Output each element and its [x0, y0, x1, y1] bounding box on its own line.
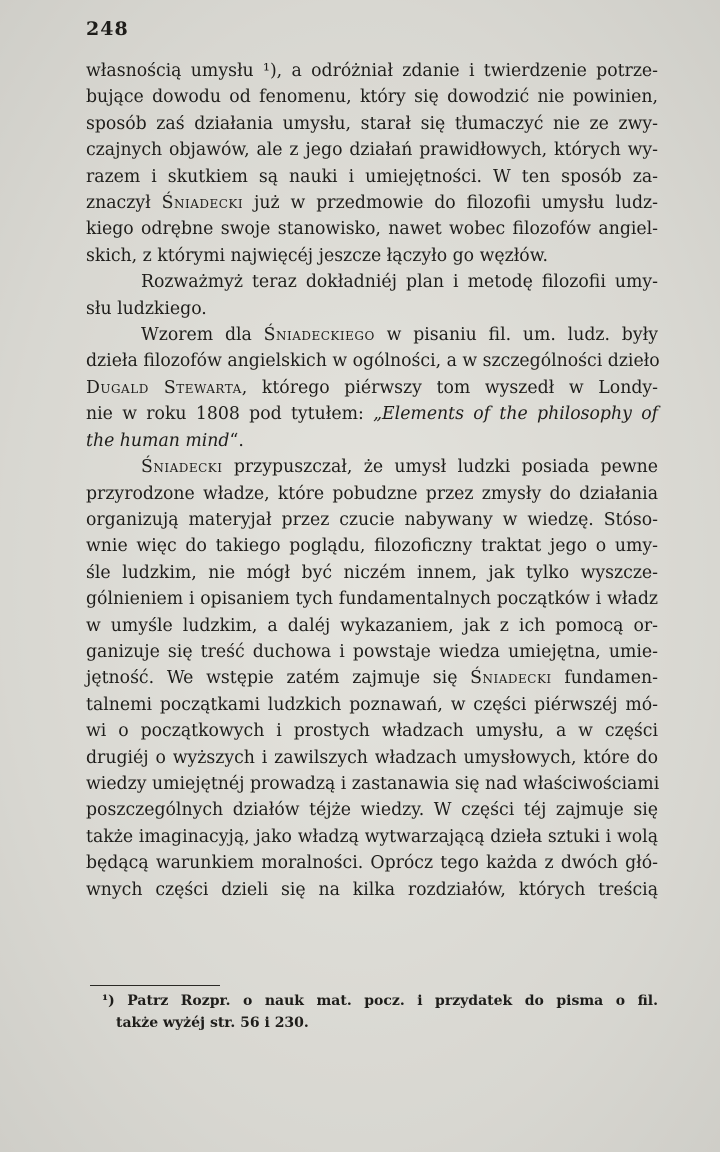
text-line: razem i skutkiem są nauki i umiejętności. W ten sposób za- — [86, 166, 658, 187]
footnote-divider — [90, 985, 220, 986]
text-span: już w przedmowie do filozofii umysłu ludz- — [243, 193, 658, 214]
text-line: wi o początkowych i prostych władzach umysłu, a w części — [86, 721, 658, 742]
author-name: Dugald Stewarta — [86, 377, 242, 398]
footnote-line: także wyżéj str. 56 i 230. — [116, 1015, 309, 1031]
text-line: poszczególnych działów téjże wiedzy. W części téj zajmuje się — [86, 800, 658, 821]
text-line — [86, 401, 658, 427]
text-line: własnością umysłu ¹), a odróżniał zdanie i twierdzenie potrze- — [86, 61, 658, 81]
book-title: the human mind — [86, 430, 230, 451]
paragraph-start — [86, 322, 658, 348]
text-line: dzieła filozofów angielskich w ogólności, a w szczególności dzieło — [86, 351, 660, 372]
text-line: w umyśle ludzkim, a daléj wykazaniem, jak z ich pomocą or- — [86, 615, 658, 636]
text-span: “. — [229, 430, 244, 451]
author-name: Śniadecki — [470, 668, 552, 689]
paragraph-start — [86, 454, 658, 480]
text-line — [86, 190, 658, 216]
text-span: fundamen- — [551, 668, 658, 689]
text-line: słu ludzkiego. — [86, 298, 207, 319]
footnote — [102, 990, 658, 1034]
footnote-line: ¹) Patrz Rozpr. o nauk mat. pocz. i przydatek do pisma o fil. — [102, 993, 658, 1009]
text-line: sposób zaś działania umysłu, starał się tłumaczyć nie ze zwy- — [86, 113, 658, 134]
text-span: , którego piérwszy tom wyszedł w Londy- — [241, 377, 658, 398]
text-line: gólnieniem i opisaniem tych fundamentalnych początków i władz — [86, 589, 658, 610]
text-line: organizują materyjał przez czucie nabywany w wiedzę. Stóso- — [86, 509, 658, 530]
author-name: Śniadecki — [141, 457, 223, 478]
book-title: „Elements of the philosophy of — [373, 404, 658, 425]
text-line: wiedzy umiejętnéj prowadzą i zastanawia się nad właściwościami — [86, 773, 660, 794]
text-line: także imaginacyją, jako władzą wytwarzającą dzieła sztuki i wolą — [86, 826, 658, 847]
text-span: w pisaniu fil. um. ludz. były — [374, 325, 658, 346]
text-line: wnie więc do takiego poglądu, filozoficzny traktat jego o umy- — [86, 536, 658, 557]
text-line: przyrodzone władze, które pobudzne przez zmysły do działania — [86, 483, 658, 504]
text-line: wnych części dzieli się na kilka rozdziałów, których treścią — [86, 879, 658, 900]
text-span: jętność. We wstępie zatém zajmuje się — [86, 668, 471, 689]
text-line: skich, z którymi najwięcéj jeszcze łączyło go węzłów. — [86, 245, 548, 266]
author-name: Śniadecki — [161, 193, 244, 214]
text-line — [86, 665, 658, 691]
text-line: drugiéj o wyższych i zawilszych władzach umysłowych, które do — [86, 747, 658, 768]
text-line: będącą warunkiem moralności. Oprócz tego każda z dwóch głó- — [86, 853, 658, 874]
text-line: czajnych objawów, ale z jego działań prawidłowych, których wy- — [86, 140, 658, 161]
text-span: znaczył — [86, 193, 162, 214]
text-line: śle ludzkim, nie mógł być niczém innem, jak tylko wyszcze- — [86, 562, 658, 583]
paragraph-start: Rozważmyż teraz dokładniéj plan i metodę filozofii umy- — [141, 272, 658, 293]
text-span: przypuszczał, że umysł ludzki posiada pewne — [222, 457, 658, 478]
page-number: 248 — [86, 18, 129, 40]
text-line: talnemi początkami ludzkich poznawań, w części piérwszéj mó- — [86, 694, 658, 715]
text-line: bujące dowodu od fenomenu, który się dowodzić nie powinien, — [86, 87, 658, 108]
text-span: nie w roku 1808 pod tytułem: — [86, 404, 374, 425]
body-text — [86, 58, 658, 903]
text-line: kiego odrębne swoje stanowisko, nawet wobec filozofów angiel- — [86, 219, 658, 240]
text-line — [86, 375, 658, 401]
text-line — [86, 428, 658, 454]
text-line: ganizuje się treść duchowa i powstaje wiedza umiejętna, umie- — [86, 641, 658, 662]
author-name: Śniadeckiego — [263, 325, 375, 346]
text-span: Wzorem dla — [141, 325, 264, 346]
